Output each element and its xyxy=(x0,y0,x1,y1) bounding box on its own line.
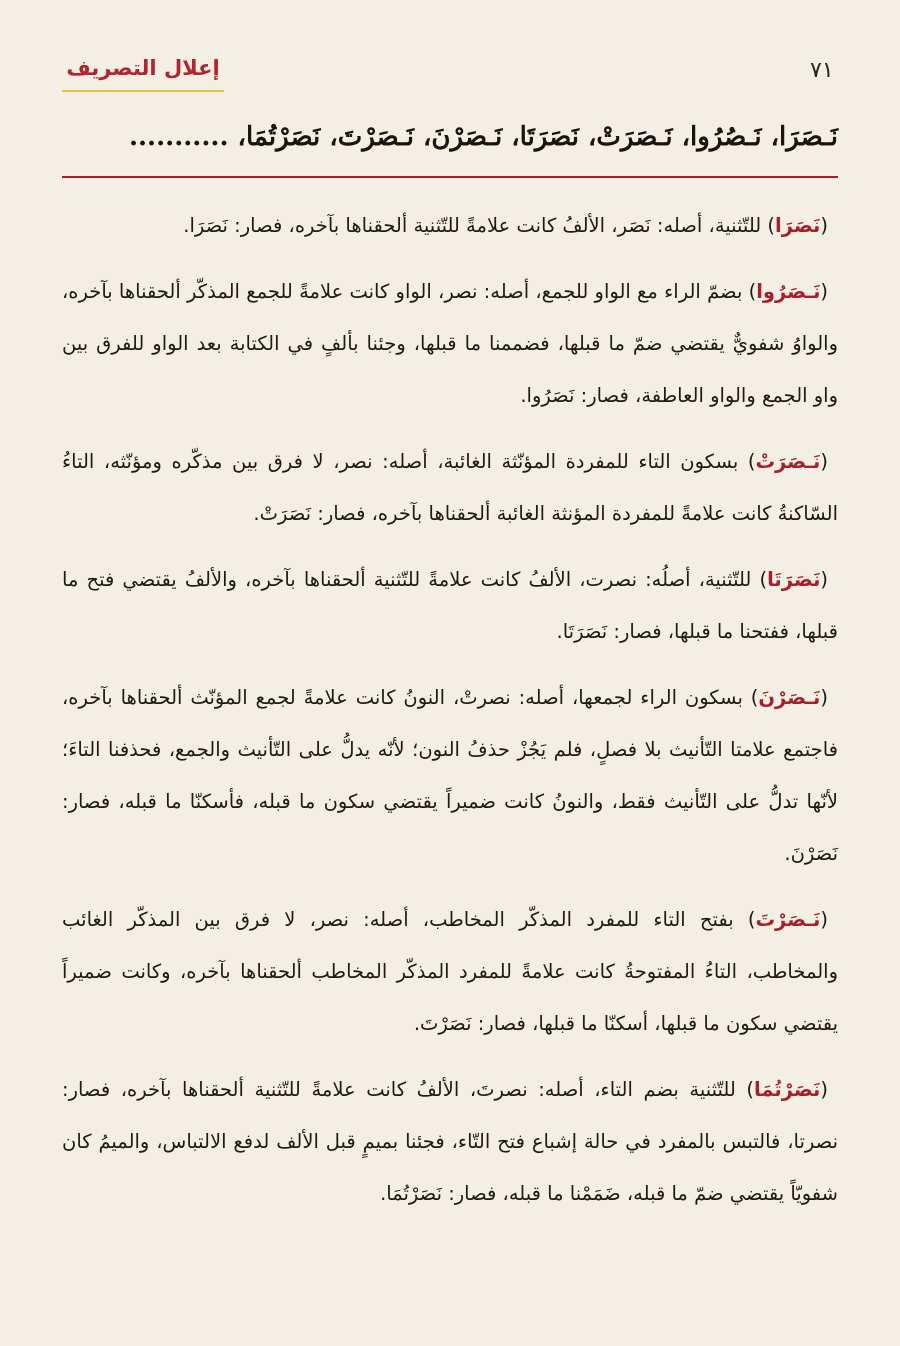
paragraph: (نَصَرْتُمَا) للتّثنية بضم التاء، أصله: نصرتَ، الألفُ كانت علامةً للتّثنية ألحقناها بآخره، فصار: نصرتا، فالتبس بالمفرد في حالة إشباع فتح التّاء، فجئنا بميمٍ قبل الألف لدفع الالتباس، والميمُ كان شفويّاً يقتضي ضمّ ما قبله، ضَمَمْنا ما قبله، فصار: نَصَرْتُمَا. xyxy=(62,1078,838,1205)
paragraph: (نَـصَرَتْ) بسكون التاء للمفردة المؤنّثة الغائبة، أصله: نصر، لا فرق بين مذكّره ومؤنّثه، التاءُ السّاكنةُ كانت علامةً للمفردة المؤنثة الغائبة ألحقناها بآخره، فصار: نَصَرَتْ. xyxy=(62,450,838,525)
paragraph-text: بسكون الراء لجمعها، أصله: نصرتْ، النونُ كانت علامةً لجمع المؤنّث ألحقناها بآخره، فاجتمع علامتا التّأنيث بلا فصلٍ، فلم يَجُزْ حذفُ النون؛ لأنّه يدلُّ على التّأنيث والجمع، فحذفنا التاءَ؛ لأنّها تدلُّ على التّأنيث فقط، والنونُ كانت ضميراً يقتضي سكون ما قبله، فأسكنّا ما قبله، فصار: نَصَرْنَ. xyxy=(62,686,838,865)
title-underline xyxy=(62,90,224,92)
paragraph: (نَصَرَا) للتّثنية، أصله: نَصَر، الألفُ كانت علامةً للتّثنية ألحقناها بآخره، فصار: نَصَرَا. xyxy=(183,214,828,237)
paragraph-text: بفتح التاء للمفرد المذكّر المخاطب، أصله: نصر، لا فرق بين المذكّر الغائب والمخاطب، التاءُ المفتوحةُ كانت علامةً للمفرد المذكّر المخاطب ألحقناها بآخره، وكانت ضميراً يقتضي سكون ما قبلها، أسكنّا ما قبلها، فصار: نَصَرْتَ. xyxy=(62,908,838,1035)
paragraph: (نَـصَرُوا) بضمّ الراء مع الواو للجمع، أصله: نصر، الواو كانت علامةً للجمع المذكّر ألحقناها بآخره، والواوُ شفويٌّ يقتضي ضمّ ما قبلها، فضممنا ما قبلها، وجئنا بألفٍ في الكتابة بعد الواو للفرق بين واو الجمع والواو العاطفة، فصار: نَصَرُوا. xyxy=(62,280,838,407)
keyword: نَـصَرُوا xyxy=(756,280,821,303)
header-divider xyxy=(62,176,838,178)
keyword: نَـصَرْنَ xyxy=(758,686,821,709)
page-number: ٧١ xyxy=(810,58,834,83)
paragraph: (نَصَرَتَا) للتّثنية، أصلُه: نصرت، الألفُ كانت علامةً للتّثنية ألحقناها بآخره، والألفُ يقتضي فتح ما قبلها، ففتحنا ما قبلها، فصار: نَصَرَتَا. xyxy=(62,568,838,643)
keyword: نَصَرَتَا xyxy=(767,568,821,591)
paragraph-text: بسكون التاء للمفردة المؤنّثة الغائبة، أصله: نصر، لا فرق بين مذكّره ومؤنّثه، التاءُ السّاكنةُ كانت علامةً للمفردة المؤنثة الغائبة ألحقناها بآخره، فصار: نَصَرَتْ. xyxy=(62,450,838,525)
paragraph-text: للتّثنية، أصلُه: نصرت، الألفُ كانت علامةً للتّثنية ألحقناها بآخره، والألفُ يقتضي فتح ما قبلها، ففتحنا ما قبلها، فصار: نَصَرَتَا. xyxy=(62,568,838,643)
paragraph-text: بضمّ الراء مع الواو للجمع، أصله: نصر، الواو كانت علامةً للجمع المذكّر ألحقناها بآخره، والواوُ شفويٌّ يقتضي ضمّ ما قبلها، فضممنا ما قبلها، وجئنا بألفٍ في الكتابة بعد الواو للفرق بين واو الجمع والواو العاطفة، فصار: نَصَرُوا. xyxy=(62,280,838,407)
running-title: إعلال التصريف xyxy=(66,56,220,80)
keyword: نَـصَرَتْ xyxy=(755,450,821,473)
keyword: نَصَرَا xyxy=(775,214,821,237)
keyword: نَـصَرْتَ xyxy=(755,908,821,931)
paragraph: (نَـصَرْتَ) بفتح التاء للمفرد المذكّر المخاطب، أصله: نصر، لا فرق بين المذكّر الغائب والمخاطب، التاءُ المفتوحةُ كانت علامةً للمفرد المذكّر المخاطب ألحقناها بآخره، وكانت ضميراً يقتضي سكون ما قبلها، أسكنّا ما قبلها، فصار: نَصَرْتَ. xyxy=(62,908,838,1035)
conjugation-line: نَـصَرَا، نَـصُرُوا، نَـصَرَتْ، نَصَرَتَا، نَـصَرْنَ، نَـصَرْتَ، نَصَرْتُمَا، ........... xyxy=(128,122,838,152)
paragraph-text: للتّثنية، أصله: نَصَر، الألفُ كانت علامةً للتّثنية ألحقناها بآخره، فصار: نَصَرَا. xyxy=(183,214,768,237)
body-text xyxy=(62,200,838,1234)
paragraph-text: للتّثنية بضم التاء، أصله: نصرتَ، الألفُ كانت علامةً للتّثنية ألحقناها بآخره، فصار: نصرتا، فالتبس بالمفرد في حالة إشباع فتح التّاء، فجئنا بميمٍ قبل الألف لدفع الالتباس، والميمُ كان شفويّاً يقتضي ضمّ ما قبله، ضَمَمْنا ما قبله، فصار: نَصَرْتُمَا. xyxy=(62,1078,838,1205)
paragraph: (نَـصَرْنَ) بسكون الراء لجمعها، أصله: نصرتْ، النونُ كانت علامةً لجمع المؤنّث ألحقناها بآخره، فاجتمع علامتا التّأنيث بلا فصلٍ، فلم يَجُزْ حذفُ النون؛ لأنّه يدلُّ على التّأنيث والجمع، فحذفنا التاءَ؛ لأنّها تدلُّ على التّأنيث فقط، والنونُ كانت ضميراً يقتضي سكون ما قبله، فأسكنّا ما قبله، فصار: نَصَرْنَ. xyxy=(62,686,838,865)
page-header xyxy=(62,52,838,102)
keyword: نَصَرْتُمَا xyxy=(754,1078,821,1101)
